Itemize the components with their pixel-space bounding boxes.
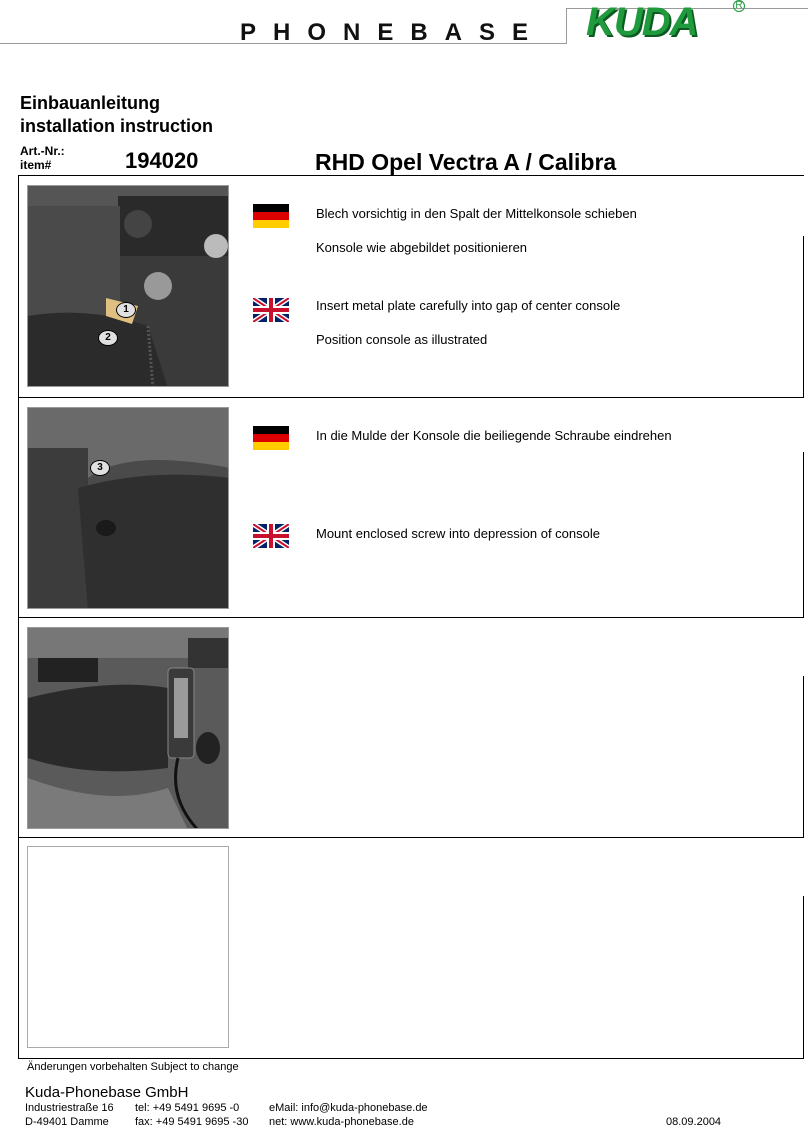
german-flag-icon bbox=[253, 426, 289, 450]
company-name: Kuda-Phonebase GmbH bbox=[25, 1084, 189, 1101]
registered-mark: R bbox=[733, 0, 745, 12]
step-1-en-line-1: Insert metal plate carefully into gap of center console bbox=[316, 298, 621, 313]
step-3-photo bbox=[27, 627, 229, 829]
step-1-de-line-1: Blech vorsichtig in den Spalt der Mittelkonsole schieben bbox=[316, 206, 637, 221]
step-row-3 bbox=[18, 617, 804, 837]
step-1-photo bbox=[27, 185, 229, 387]
marker-1: 1 bbox=[116, 302, 136, 318]
fax-number: fax: +49 5491 9695 -30 bbox=[135, 1116, 249, 1128]
address-city: D-49401 Damme bbox=[25, 1116, 109, 1128]
brand-wordmark: PHONEBASE bbox=[240, 19, 546, 46]
article-label-en: item# bbox=[20, 158, 52, 172]
step-row-2 bbox=[18, 397, 804, 617]
item-number: 194020 bbox=[125, 148, 199, 173]
phone-number: tel: +49 5491 9695 -0 bbox=[135, 1102, 240, 1114]
step-1-en-line-2: Position console as illustrated bbox=[316, 332, 488, 347]
step-2-photo bbox=[27, 407, 229, 609]
marker-3: 3 bbox=[90, 460, 110, 476]
marker-2: 2 bbox=[98, 330, 118, 346]
step-row-4 bbox=[18, 837, 804, 1058]
address-street: Industriestraße 16 bbox=[25, 1102, 114, 1114]
step-2-en-line-1: Mount enclosed screw into depression of console bbox=[316, 526, 600, 541]
kuda-logo: KUDA bbox=[586, 0, 698, 44]
email-link[interactable]: eMail: info@kuda-phonebase.de bbox=[269, 1102, 428, 1114]
console-photo-1 bbox=[28, 186, 229, 387]
mounted-holder-photo bbox=[28, 628, 229, 829]
document-date: 08.09.2004 bbox=[666, 1116, 722, 1128]
console-photo-2 bbox=[28, 408, 229, 609]
title-english: installation instruction bbox=[20, 116, 214, 136]
german-flag-icon bbox=[253, 204, 289, 228]
step-2-de-line-1: In die Mulde der Konsole die beiliegende Schraube eindrehen bbox=[316, 428, 672, 443]
change-note: Änderungen vorbehalten Subject to change bbox=[27, 1061, 239, 1073]
vehicle-model: RHD Opel Vectra A / Calibra bbox=[315, 149, 617, 175]
step-1-de-line-2: Konsole wie abgebildet positionieren bbox=[316, 240, 528, 255]
uk-flag-icon bbox=[253, 524, 289, 548]
website-link[interactable]: net: www.kuda-phonebase.de bbox=[269, 1116, 414, 1128]
step-row-1 bbox=[18, 175, 804, 397]
step-4-photo-empty bbox=[27, 846, 229, 1048]
article-label-de: Art.-Nr.: bbox=[20, 144, 65, 158]
footer-rule bbox=[18, 1058, 804, 1059]
uk-flag-icon bbox=[253, 298, 289, 322]
title-german: Einbauanleitung bbox=[20, 93, 161, 113]
article-label bbox=[20, 144, 65, 172]
